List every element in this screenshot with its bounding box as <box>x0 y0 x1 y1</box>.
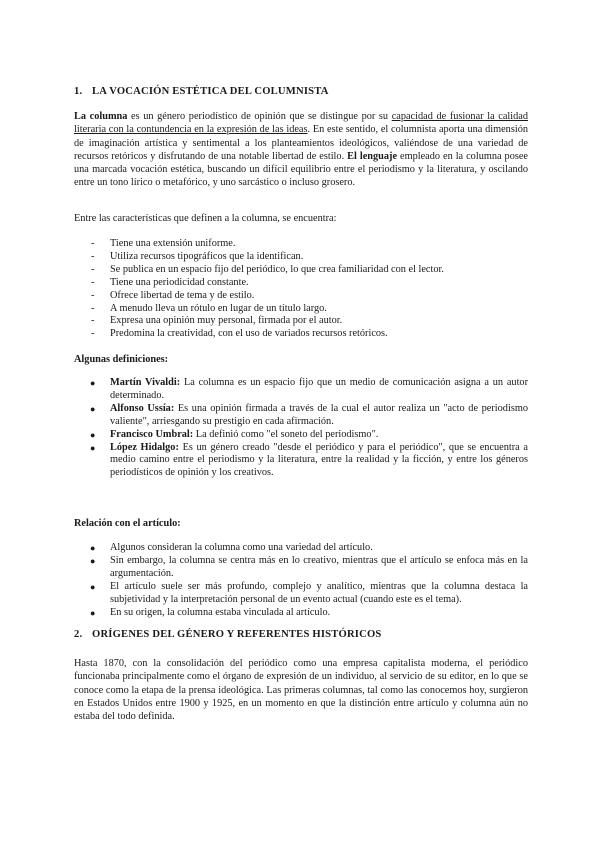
relation-text: El artículo suele ser más profundo, complejo y analítico, mientras que la columna destaca la subjetividad y la interpretación personal de un evento actual (cuando este es el tema). <box>110 580 528 605</box>
definition-text: La columna es un espacio fijo que un medio de comunicación asigna a un autor determinado. <box>110 377 529 401</box>
characteristic-text: A menudo lleva un rótulo en lugar de un título largo. <box>110 302 327 314</box>
definition-author: Martín Vivaldi: <box>110 377 181 388</box>
term-lenguaje: El lenguaje <box>347 150 398 162</box>
relation-list <box>74 542 528 619</box>
characteristic-text: Expresa una opinión muy personal, firmada por el autor. <box>110 315 343 327</box>
underlined-phrase: capacidad de fusionar la calidad literaria con la contundencia en la expresión de las ideas <box>74 111 528 136</box>
relation-text: En su origen, la columna estaba vinculada al artículo. <box>110 606 331 618</box>
definition-author: Francisco Umbral: <box>110 428 194 440</box>
definition-text: Es un género creado "desde el periódico y para el periódico", que se encuentra a medio camino entre el periodismo y la literatura, entre la realidad y la ficción, y entre los géneros periodísticos de opinión y los creativos. <box>110 441 528 479</box>
relation-item <box>74 607 528 620</box>
definition-author: Alfonso Ussía: <box>110 402 175 414</box>
relation-heading: Relación con el artículo: <box>74 518 181 529</box>
bullet-marker: ● <box>90 403 96 414</box>
dash-marker: - <box>91 276 95 288</box>
characteristic-item <box>74 328 528 341</box>
section-1-heading <box>74 86 329 97</box>
section-title: ORÍGENES DEL GÉNERO Y REFERENTES HISTÓRICOS <box>92 629 382 640</box>
relation-text: Sin embargo, la columna se centra más en lo creativo, mientras que el artículo se enfoca más en la argumentación. <box>110 554 528 579</box>
intro-text-3: empleado en la columna posee una marcada vocación estética, buscando un difícil equilibrio entre el periodismo y la literatura, y oscilando entre un tono lírico o metafórico, y uno sarcástico o incluso grosero. <box>74 150 528 189</box>
dash-marker: - <box>91 250 95 262</box>
dash-marker: - <box>91 315 95 327</box>
relation-item <box>74 542 528 555</box>
characteristic-item <box>74 290 528 303</box>
characteristic-text: Se publica en un espacio fijo del periódico, lo que crea familiaridad con el lector. <box>110 263 444 275</box>
section-title: LA VOCACIÓN ESTÉTICA DEL COLUMNISTA <box>92 86 329 97</box>
intro-text-1: es un género periodístico de opinión que se distingue por su <box>127 111 392 122</box>
relation-item <box>74 581 528 607</box>
section-2-heading <box>74 629 382 640</box>
bullet-marker: ● <box>90 543 96 553</box>
relation-item <box>74 555 528 581</box>
characteristic-text: Tiene una extensión uniforme. <box>110 238 236 249</box>
characteristic-text: Utiliza recursos tipográficos que la identifican. <box>110 250 304 262</box>
dash-marker: - <box>91 302 95 314</box>
characteristic-text: Ofrece libertad de tema y de estilo. <box>110 289 255 301</box>
characteristic-item <box>74 264 528 277</box>
characteristic-item <box>74 277 528 290</box>
characteristics-lead: Entre las características que definen a la columna, se encuentra: <box>74 213 337 224</box>
relation-text: Algunos consideran la columna como una variedad del artículo. <box>110 542 373 553</box>
dash-marker: - <box>91 238 95 249</box>
definition-item <box>74 429 528 442</box>
characteristic-item <box>74 303 528 316</box>
definition-item <box>74 403 528 429</box>
definition-item <box>74 377 528 403</box>
definition-text: Es una opinión firmada a través de la cual el autor realiza un "acto de periodismo valiente", arriesgando su prestigio en cada afirmación. <box>110 402 528 427</box>
bullet-marker: ● <box>90 555 96 566</box>
bullet-marker: ● <box>90 607 96 618</box>
intro-text-2: . En este sentido, el columnista aporta una dimensión de imaginación artística y sentimental a los planteamientos ideológicos, valiéndose de una variedad de recursos retóricos y disfrutando de una notable libertad de estilo. <box>74 124 528 162</box>
characteristic-text: Predomina la creatividad, con el uso de variados recursos retóricos. <box>110 328 388 340</box>
term-columna: La columna <box>74 111 128 122</box>
definition-text: La definió como "el soneto del periodismo". <box>193 428 379 440</box>
bullet-marker: ● <box>90 378 96 388</box>
characteristics-list <box>74 238 528 341</box>
definitions-list <box>74 377 528 480</box>
section-number: 2. <box>74 629 83 640</box>
intro-paragraph <box>74 110 528 190</box>
definitions-heading: Algunas definiciones: <box>74 354 169 365</box>
dash-marker: - <box>91 263 95 275</box>
bullet-marker: ● <box>90 442 96 453</box>
bullet-marker: ● <box>90 429 96 440</box>
characteristic-item <box>74 251 528 264</box>
definition-author: López Hidalgo: <box>110 441 179 453</box>
definition-item <box>74 442 528 481</box>
characteristic-item <box>74 315 528 328</box>
section-number: 1. <box>74 86 83 97</box>
origins-paragraph: Hasta 1870, con la consolidación del periódico como una empresa capitalista moderna, el periódico funcionaba principalmente como el órgano de expresión de un individuo, al servicio de su editor, en lo que se conoce como la etapa de la prensa ideológica. Las primeras columnas, tal como las conocemos hoy, surgieron en Estados Unidos entre 1900 y 1925, en un momento en que la distinción entre artículo y columna aún no estaba del todo definida. <box>74 658 528 723</box>
characteristic-text: Tiene una periodicidad constante. <box>110 276 249 288</box>
characteristic-item <box>74 238 528 251</box>
dash-marker: - <box>91 328 95 340</box>
dash-marker: - <box>91 289 95 301</box>
bullet-marker: ● <box>90 581 96 592</box>
